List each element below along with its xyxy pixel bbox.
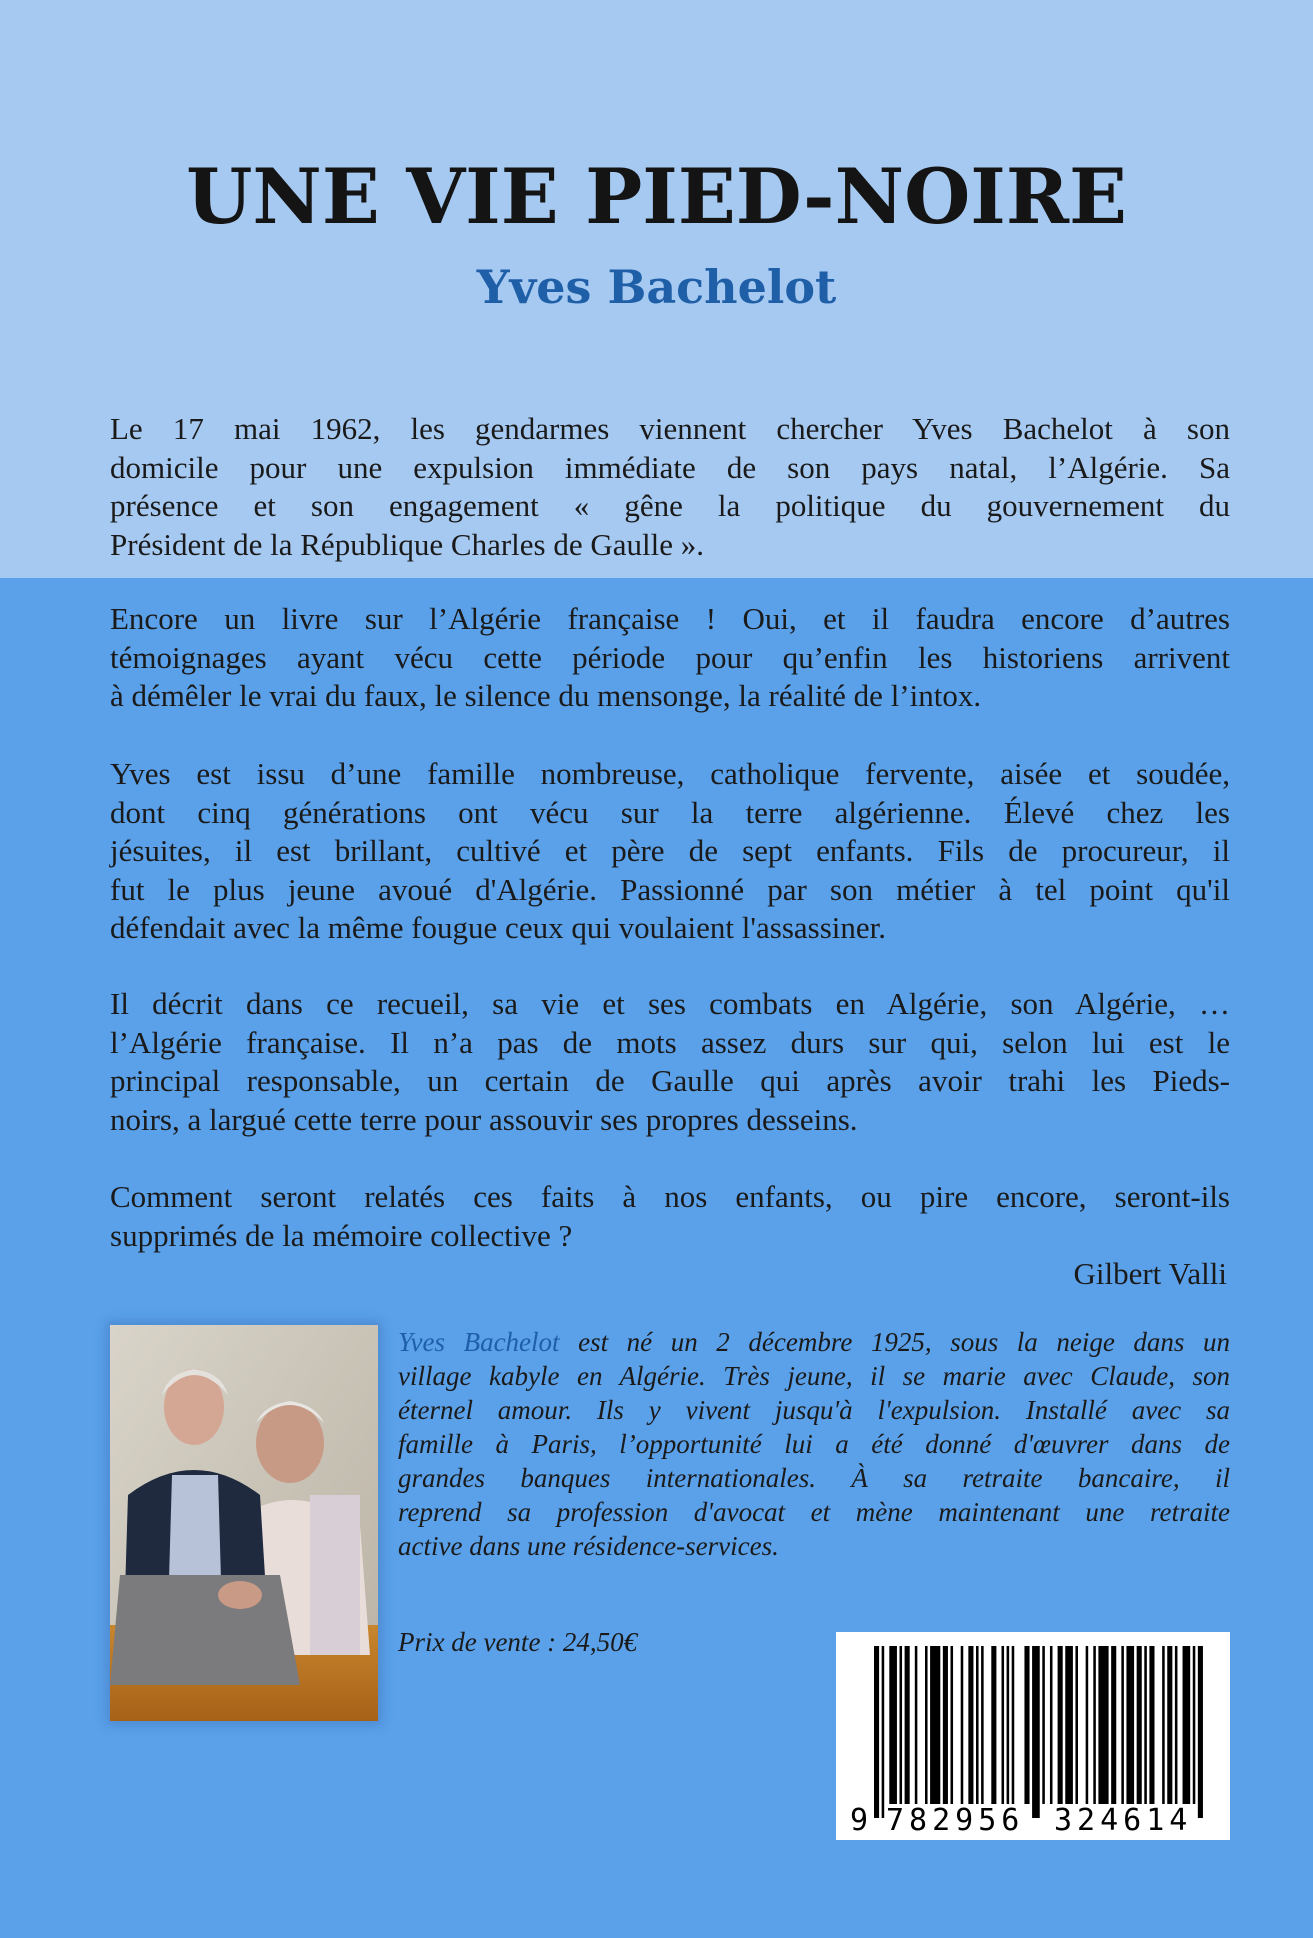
book-title: UNE VIE PIED-NOIRE [186, 152, 1127, 241]
barcode-bar [1086, 1646, 1089, 1804]
barcode-bar [1121, 1646, 1124, 1804]
text-line: Comment seront relatés ces faits à nos enfants, ou pire encore, seront-ils [110, 1179, 1230, 1214]
bio-first-line-text: est né un 2 décembre 1925, sous la neige dans un [559, 1327, 1230, 1357]
isbn-barcode [836, 1632, 1230, 1840]
barcode-bar [943, 1646, 948, 1804]
barcode-bar [968, 1646, 973, 1804]
author-bio [398, 1325, 1230, 1563]
text-line: Encore un livre sur l’Algérie française ! Oui, et il faudra encore d’autres [110, 601, 1230, 636]
barcode-bar [1065, 1646, 1073, 1804]
signature: Gilbert Valli [1073, 1256, 1227, 1291]
bio-line: active dans une résidence-services. [398, 1531, 779, 1561]
barcode-bar [905, 1646, 910, 1804]
barcode-bar [1075, 1646, 1078, 1804]
text-line: à démêler le vrai du faux, le silence du mensonge, la réalité de l’intox. [110, 678, 982, 713]
text-line: domicile pour une expulsion immédiate de son pays natal, l’Algérie. Sa [110, 449, 1230, 485]
barcode-bar [1193, 1646, 1196, 1804]
bio-line [398, 1325, 1230, 1359]
barcode-bar [1002, 1646, 1005, 1804]
barcode-bar [1126, 1646, 1134, 1804]
text-line: l’Algérie française. Il n’a pas de mots assez durs sur qui, selon lui est le [110, 1024, 1230, 1060]
text-line: fut le plus jeune avoué d'Algérie. Passionné par son métier à tel point qu'il [110, 871, 1230, 907]
paragraph-intro [110, 410, 1230, 564]
barcode-bar [1149, 1646, 1154, 1804]
barcode-bar [1007, 1646, 1010, 1804]
barcode-bar [1162, 1646, 1165, 1804]
bio-line: grandes banques internationales. À sa retraite bancaire, il [398, 1463, 1230, 1493]
paragraph-second [110, 600, 1230, 716]
text-line: Yves est issu d’une famille nombreuse, catholique fervente, aisée et soudée, [110, 756, 1230, 791]
barcode-bar [1098, 1646, 1108, 1804]
barcode-bar [1050, 1646, 1053, 1804]
bio-author-name: Yves Bachelot [398, 1327, 560, 1357]
barcode-bar [1183, 1646, 1191, 1804]
barcode-bar [925, 1646, 928, 1804]
barcode-bar [1175, 1646, 1178, 1804]
barcode-bar [1198, 1646, 1203, 1818]
text-line: supprimés de la mémoire collective ? [110, 1217, 573, 1253]
barcode-bar [882, 1646, 885, 1818]
barcode-bar [1024, 1646, 1029, 1804]
bio-line: reprend sa profession d'avocat et mène maintenant une retraite [398, 1497, 1230, 1527]
barcode-bar [900, 1646, 903, 1804]
barcode-bar [1111, 1646, 1116, 1804]
bio-line: famille à Paris, l’opportunité lui a été donné d'œuvrer dans de [398, 1429, 1230, 1459]
barcode-bar [976, 1646, 979, 1804]
barcode-bar [961, 1646, 964, 1804]
barcode-bar [930, 1646, 940, 1804]
text-line: Président de la République Charles de Gaulle ». [110, 526, 705, 562]
bio-line: village kabyle en Algérie. Très jeune, il se marie avec Claude, son [398, 1361, 1230, 1391]
barcode-digits-group1: 782956 [886, 1803, 1025, 1838]
author-photo [110, 1325, 378, 1721]
bio-line: éternel amour. Ils y vivent jusqu'à l'expulsion. Installé avec sa [398, 1395, 1230, 1425]
barcode-bar [1137, 1646, 1142, 1804]
barcode-digits-group2: 324614 [1054, 1803, 1193, 1838]
sale-price: Prix de vente : 24,50€ [398, 1627, 638, 1657]
barcode-bar [1042, 1646, 1045, 1804]
barcode-bar [1167, 1646, 1172, 1804]
text-line: Il décrit dans ce recueil, sa vie et ses combats en Algérie, son Algérie, … [110, 986, 1230, 1021]
barcode-bar [915, 1646, 918, 1804]
text-line: témoignages ayant vécu cette période pour qu’enfin les historiens arrivent [110, 639, 1230, 675]
barcode-bar [1058, 1646, 1063, 1804]
paragraph-third [110, 755, 1230, 948]
barcode-bar [991, 1646, 996, 1804]
text-line: jésuites, il est brillant, cultivé et père de sept enfants. Fils de procureur, il [110, 833, 1230, 868]
text-line: noirs, a largué cette terre pour assouvir ses propres desseins. [110, 1101, 858, 1137]
text-line: défendait avec la même fougue ceux qui voulaient l'assassiner. [110, 910, 886, 945]
paragraph-fifth [110, 1178, 1230, 1255]
paragraph-fourth [110, 985, 1230, 1139]
barcode-bar [951, 1646, 954, 1804]
barcode-bar [1012, 1646, 1015, 1804]
text-line: présence et son engagement « gêne la politique du gouvernement du [110, 488, 1230, 523]
text-line: dont cinq générations ont vécu sur la terre algérienne. Élevé chez les [110, 794, 1230, 830]
barcode-bar [1144, 1646, 1147, 1804]
barcode-bar [981, 1646, 984, 1804]
author-name: Yves Bachelot [476, 260, 837, 314]
barcode-bar [1093, 1646, 1096, 1804]
barcode-bar [874, 1646, 879, 1818]
barcode-bar [889, 1646, 897, 1804]
barcode-digit-lead: 9 [850, 1803, 869, 1838]
barcode-bar [1032, 1646, 1040, 1818]
text-line: Le 17 mai 1962, les gendarmes viennent chercher Yves Bachelot à son [110, 411, 1230, 446]
text-line: principal responsable, un certain de Gaulle qui après avoir trahi les Pieds- [110, 1063, 1230, 1098]
